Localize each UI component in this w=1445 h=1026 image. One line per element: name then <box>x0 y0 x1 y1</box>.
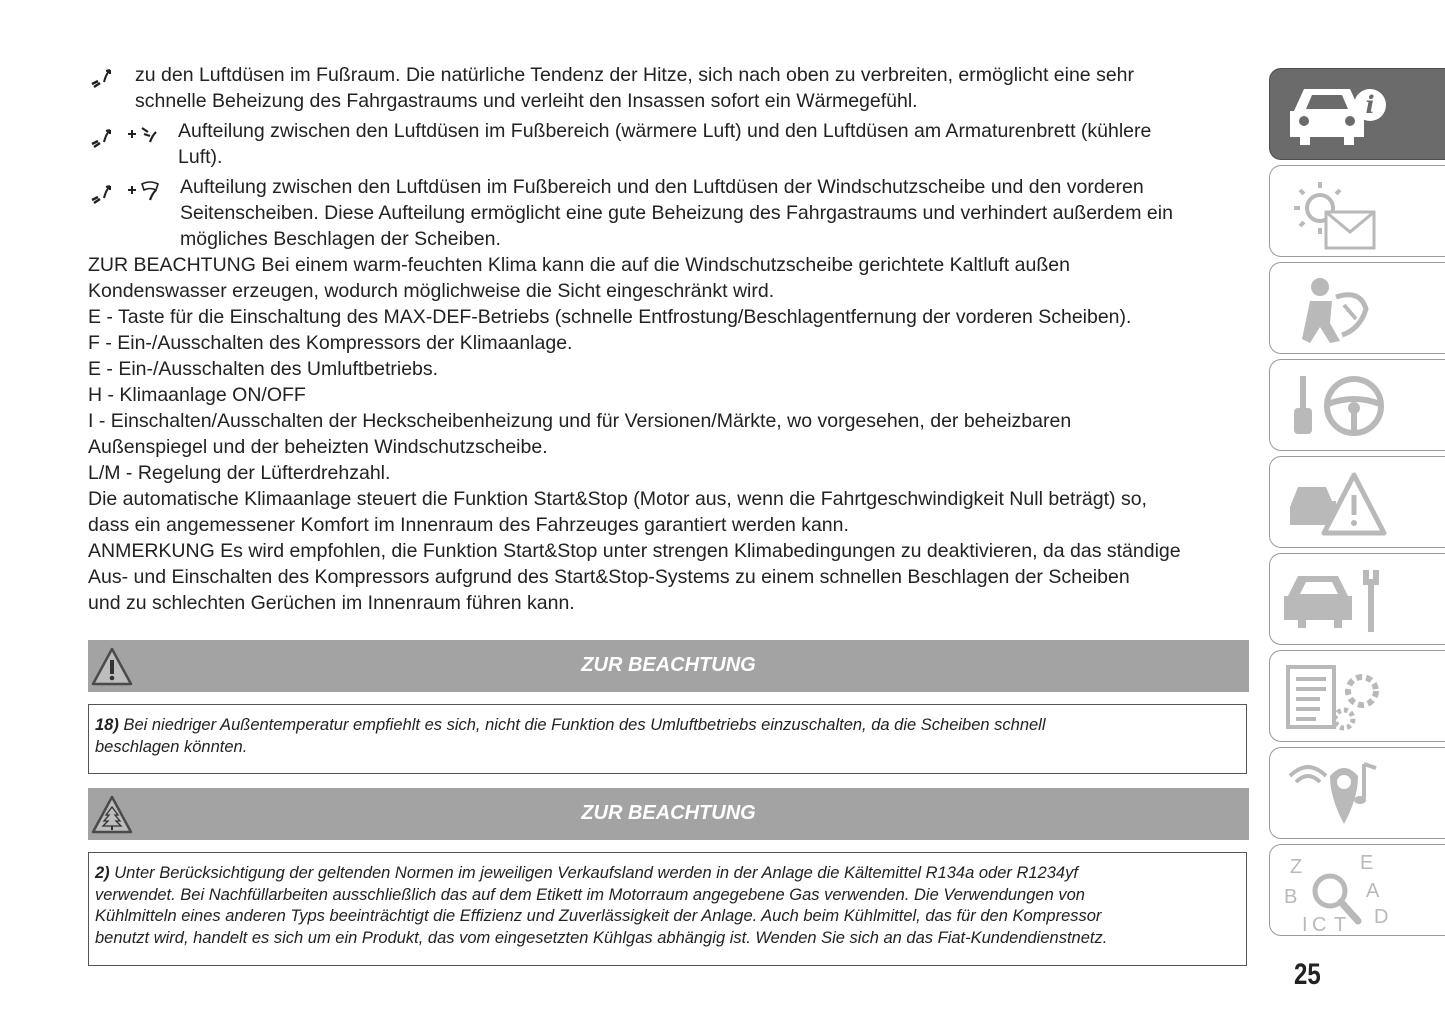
body-line: ANMERKUNG Es wird empfohlen, die Funktion Start&Stop unter strengen Klimabedingungen zu deaktivieren, da das ständige <box>88 540 1181 562</box>
paragraph-line: zu den Luftdüsen im Fußraum. Die natürliche Tendenz der Hitze, sich nach oben zu verbreiten, ermöglicht eine sehr <box>135 64 1135 86</box>
body-line: E - Taste für die Einschaltung des MAX-DEF-Betriebs (schnelle Entfrostung/Beschlagentfernung der vorderen Scheiben). <box>88 306 1132 328</box>
environment-note <box>88 852 1247 966</box>
index-letter: D <box>1374 906 1389 928</box>
key-steering-wheel-icon <box>1280 366 1400 446</box>
car-maintenance-icon <box>1280 560 1400 640</box>
environment-title: ZUR BEACHTUNG <box>581 802 756 824</box>
tab-lights-messages[interactable] <box>1269 165 1445 257</box>
note-line: beschlagen könnten. <box>95 737 248 756</box>
tab-index[interactable] <box>1269 844 1445 936</box>
body-line: ZUR BEACHTUNG Bei einem warm-feuchten Klima kann die auf die Windschutzscheibe gerichtete Kaltluft außen <box>88 254 1070 276</box>
environment-header <box>88 788 1249 840</box>
body-line: Die automatische Klimaanlage steuert die Funktion Start&Stop (Motor aus, wenn die Fahrtgeschwindigkeit Null beträgt) so, <box>88 488 1147 510</box>
index-letter: B <box>1284 886 1298 908</box>
tab-safety[interactable] <box>1269 262 1445 354</box>
feet-windshield-airflow-icon <box>88 178 168 208</box>
body-line: H - Klimaanlage ON/OFF <box>88 384 306 406</box>
emergency-warning-icon <box>1280 463 1400 543</box>
feet-dash-airflow-icon <box>88 122 168 152</box>
note-line: Bei niedriger Außentemperatur empfiehlt es sich, nicht die Funktion des Umluftbetriebs einzuschalten, da die Scheiben schnell <box>123 716 1046 734</box>
note-line: verwendet. Bei Nachfüllarbeiten ausschließlich das auf dem Etikett im Motorraum angegebene Gas verwenden. Die Verwendungen von <box>95 885 1085 904</box>
airflow-feet-dash-paragraph <box>88 118 1248 170</box>
tab-starting-driving[interactable] <box>1269 359 1445 451</box>
car-info-icon <box>1280 75 1400 155</box>
paragraph-line: Aufteilung zwischen den Luftdüsen im Fußbereich und den Luftdüsen der Windschutzscheibe und den vorderen <box>180 176 1144 198</box>
note-reference: 18) <box>95 716 119 734</box>
paragraph-line: Seitenscheiben. Diese Aufteilung ermöglicht eine gute Beheizung des Fahrgastraums und verhindert außerdem ein <box>180 202 1173 224</box>
note-line: benutzt wird, handelt es sich um ein Produkt, das vom eingesetzten Kühlgas abhängig ist. Wenden Sie sich an das Fiat-Kundendienstnetz. <box>95 928 1108 947</box>
note-line: Kühlmitteln eines anderen Typs beeinträchtigt die Effizienz und Zuverlässigkeit der Anlage. Auch beim Kühlmittel, das für den Kompressor <box>95 907 1102 925</box>
tab-car-info[interactable] <box>1269 68 1445 160</box>
body-line: E - Ein-/Ausschalten des Umluftbetriebs. <box>88 358 439 380</box>
note-reference: 2) <box>95 864 110 882</box>
paragraph-line: schnelle Beheizung des Fahrgastraums und verleiht den Insassen sofort ein Wärmegefühl. <box>135 90 918 112</box>
body-line: Kondenswasser erzeugen, wodurch möglichweise die Sicht eingeschränkt wird. <box>88 280 775 302</box>
svg-text:i: i <box>1365 90 1375 119</box>
body-line: und zu schlechten Gerüchen im Innenraum führen kann. <box>88 592 575 614</box>
note-line: Unter Berücksichtigung der geltenden Normen im jeweiligen Verkaufsland werden in der Anlage die Kältemittel R134a oder R1234yf <box>114 864 1078 882</box>
body-line: dass ein angemessener Komfort im Innenraum des Fahrzeuges garantiert werden kann. <box>88 514 849 536</box>
body-line: F - Ein-/Ausschalten des Kompressors der Klimaanlage. <box>88 332 573 354</box>
airbag-safety-icon <box>1280 269 1400 349</box>
body-line: Außenspiegel und der beheizten Windschutzscheibe. <box>88 436 548 458</box>
body-text <box>88 252 1248 616</box>
index-letter: T <box>1334 914 1347 935</box>
index-letter: C <box>1312 914 1327 935</box>
feet-airflow-icon <box>88 64 118 90</box>
paragraph-line: mögliches Beschlagen der Scheiben. <box>180 228 501 250</box>
page-number: 25 <box>1294 958 1321 991</box>
airflow-feet-windshield-paragraph <box>88 174 1248 252</box>
technical-data-icon <box>1280 657 1400 737</box>
index-letter: Z <box>1290 856 1303 878</box>
body-line: Aus- und Einschalten des Kompressors aufgrund des Start&Stop-Systems zu einem schnellen Beschlagen der Scheiben <box>88 566 1130 588</box>
tab-multimedia[interactable] <box>1269 747 1445 839</box>
body-line: I - Einschalten/Ausschalten der Heckscheibenheizung und für Versionen/Märkte, wo vorgesehen, der beheizbaren <box>88 410 1072 432</box>
tab-maintenance[interactable] <box>1269 553 1445 645</box>
lights-messages-icon <box>1280 172 1400 252</box>
airflow-feet-paragraph <box>88 62 1248 114</box>
warning-title: ZUR BEACHTUNG <box>581 654 756 676</box>
paragraph-line: Luft). <box>178 146 223 168</box>
paragraph-line: Aufteilung zwischen den Luftdüsen im Fußbereich (wärmere Luft) und den Luftdüsen am Armaturenbrett (kühlere <box>178 120 1152 142</box>
tab-emergency[interactable] <box>1269 456 1445 548</box>
index-letter: A <box>1366 880 1380 902</box>
tab-technical-data[interactable] <box>1269 650 1445 742</box>
warning-note <box>88 704 1247 774</box>
body-line: L/M - Regelung der Lüfterdrehzahl. <box>88 462 391 484</box>
warning-header <box>88 640 1249 692</box>
multimedia-icon <box>1280 754 1400 834</box>
alphabetical-index-icon <box>1280 851 1410 935</box>
index-letter: I <box>1302 914 1308 935</box>
index-letter: E <box>1360 852 1374 874</box>
